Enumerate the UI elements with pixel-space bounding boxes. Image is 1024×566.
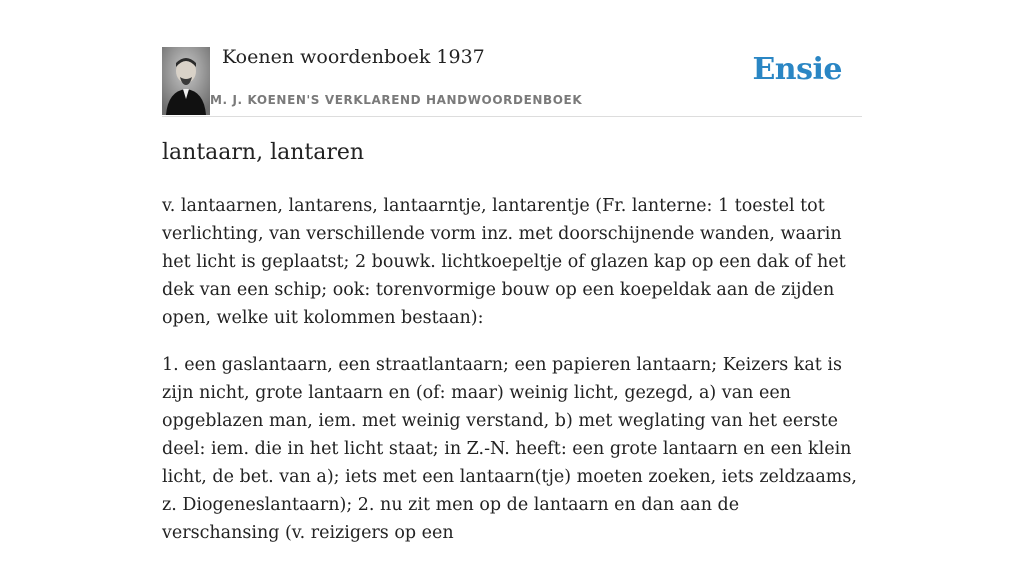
entry-title: lantaarn, lantaren — [162, 140, 365, 165]
dictionary-title[interactable]: Koenen woordenboek 1937 — [222, 46, 485, 68]
entry-paragraph: v. lantaarnen, lantarens, lantaarntje, lantarentje (Fr. lanterne: 1 toestel tot verlichting, van verschillende vorm inz. met doorschijnende wanden, waarin het licht is geplaatst; 2 bouwk. lichtkoepeltje of glazen kap op een dak of het dek van een schip; ook: torenvormige bouw op een koepeldak aan de zijden open, welke uit kolommen bestaan): — [162, 196, 846, 328]
entry-content — [162, 192, 862, 566]
avatar — [162, 47, 210, 115]
ensie-logo-link[interactable]: Ensie — [752, 52, 842, 87]
dictionary-subtitle: M. J. KOENEN'S VERKLAREND HANDWOORDENBOEK — [210, 93, 583, 107]
entry-paragraph: 1. een gaslantaarn, een straatlantaarn; een papieren lantaarn; Keizers kat is zijn nicht, grote lantaarn en (of: maar) weinig licht, gezegd, a) van een opgeblazen man, iem. met weinig verstand, b) met weglating van het eerste deel: iem. die in het licht staat; in Z.-N. heeft: een grote lantaarn en een klein licht, de bet. van a); iets met een lantaarn(tje) moeten zoeken, iets zeldzaams, z. Diogeneslantaarn); 2. nu zit men op de lantaarn en dan aan de verschansing (v. reizigers op een — [162, 355, 857, 543]
page-header — [162, 46, 862, 117]
portrait-photo-icon — [162, 47, 210, 115]
